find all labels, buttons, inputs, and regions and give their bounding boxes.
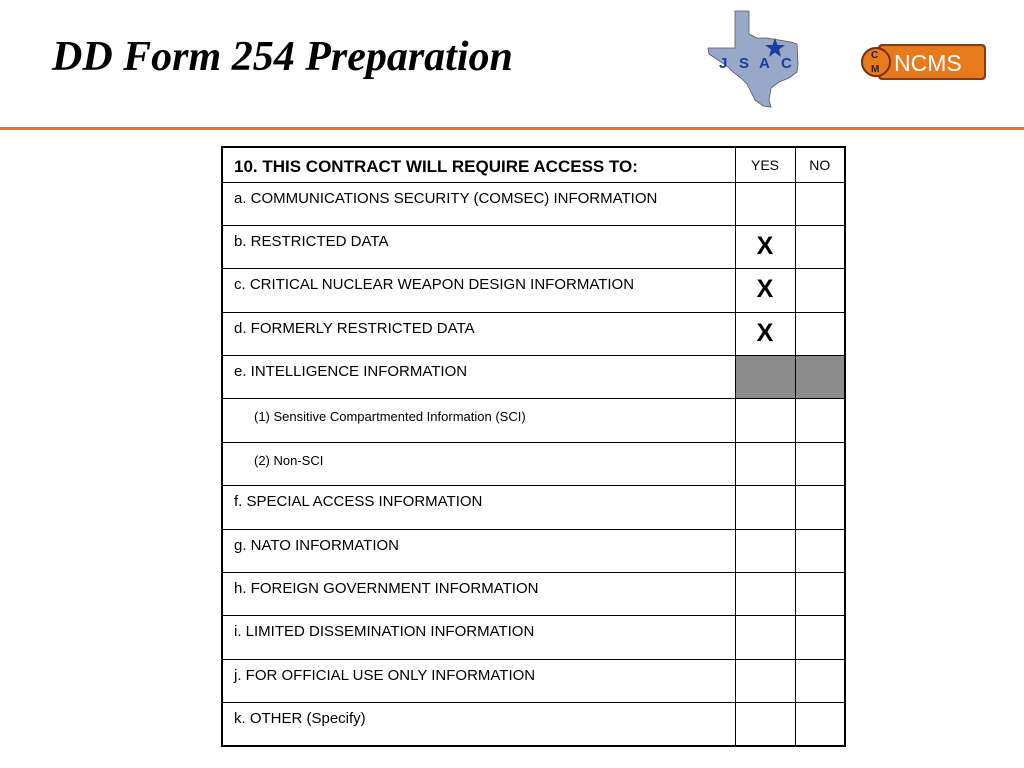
- ncms-wordmark: NCMS: [894, 50, 962, 76]
- table-row: [222, 529, 845, 572]
- table-row: [222, 312, 845, 355]
- table-row: [222, 442, 845, 485]
- yes-checkbox-cell[interactable]: [735, 616, 795, 659]
- yes-checkbox-cell[interactable]: [735, 529, 795, 572]
- no-mark: [796, 356, 845, 362]
- no-mark: [796, 399, 845, 405]
- yes-mark: [736, 183, 795, 189]
- row-label: c. CRITICAL NUCLEAR WEAPON DESIGN INFORMATION: [222, 269, 735, 312]
- table-row: [222, 573, 845, 616]
- table-row: [222, 269, 845, 312]
- yes-mark: X: [756, 231, 774, 260]
- row-label: a. COMMUNICATIONS SECURITY (COMSEC) INFORMATION: [222, 182, 735, 225]
- row-label: e. INTELLIGENCE INFORMATION: [222, 356, 735, 399]
- no-mark: [796, 269, 845, 275]
- ncms-letter: C: [871, 50, 879, 61]
- table-row: [222, 182, 845, 225]
- table-row: [222, 616, 845, 659]
- yes-mark: [736, 530, 795, 536]
- table-row: [222, 703, 845, 746]
- row-label: k. OTHER (Specify): [222, 703, 735, 746]
- yes-checkbox-cell[interactable]: [735, 573, 795, 616]
- no-mark: [796, 443, 845, 449]
- yes-mark: X: [756, 318, 774, 347]
- yes-mark: [736, 660, 795, 666]
- table-header-row: [222, 147, 845, 182]
- yes-mark: [736, 356, 795, 362]
- row-label: (2) Non-SCI: [222, 442, 735, 485]
- no-checkbox-cell[interactable]: [795, 399, 845, 442]
- jsac-letter: S: [739, 55, 750, 72]
- no-checkbox-cell[interactable]: [795, 573, 845, 616]
- no-mark: [796, 573, 845, 579]
- divider-rule: [0, 127, 1024, 130]
- yes-mark: [736, 616, 795, 622]
- table-row: [222, 659, 845, 702]
- yes-mark: X: [756, 275, 774, 304]
- yes-checkbox-cell[interactable]: [735, 659, 795, 702]
- yes-column-header: YES: [735, 147, 795, 182]
- table-row: [222, 399, 845, 442]
- no-mark: [796, 616, 845, 622]
- no-checkbox-cell[interactable]: [795, 703, 845, 746]
- yes-mark: [736, 573, 795, 579]
- no-checkbox-cell[interactable]: [795, 182, 845, 225]
- no-mark: [796, 530, 845, 536]
- no-column-header: NO: [795, 147, 845, 182]
- no-checkbox-cell: [795, 356, 845, 399]
- section-heading: 10. THIS CONTRACT WILL REQUIRE ACCESS TO:: [222, 147, 735, 182]
- row-label: j. FOR OFFICIAL USE ONLY INFORMATION: [222, 659, 735, 702]
- page-title: DD Form 254 Preparation: [52, 34, 513, 80]
- jsac-logo: [705, 8, 805, 108]
- row-label: d. FORMERLY RESTRICTED DATA: [222, 312, 735, 355]
- row-label: g. NATO INFORMATION: [222, 529, 735, 572]
- no-checkbox-cell[interactable]: [795, 616, 845, 659]
- yes-checkbox-cell[interactable]: [735, 269, 795, 312]
- yes-checkbox-cell[interactable]: [735, 703, 795, 746]
- yes-checkbox-cell[interactable]: [735, 182, 795, 225]
- no-checkbox-cell[interactable]: [795, 312, 845, 355]
- yes-mark: [736, 703, 795, 709]
- no-mark: [796, 183, 845, 189]
- yes-checkbox-cell[interactable]: [735, 486, 795, 529]
- jsac-letter: A: [759, 55, 770, 72]
- no-checkbox-cell[interactable]: [795, 529, 845, 572]
- no-mark: [796, 226, 845, 232]
- row-label: f. SPECIAL ACCESS INFORMATION: [222, 486, 735, 529]
- jsac-letter: C: [781, 55, 792, 72]
- yes-mark: [736, 443, 795, 449]
- jsac-letter: J: [719, 55, 728, 72]
- no-checkbox-cell[interactable]: [795, 659, 845, 702]
- row-label: i. LIMITED DISSEMINATION INFORMATION: [222, 616, 735, 659]
- no-mark: [796, 313, 845, 319]
- ncms-logo: [860, 38, 990, 88]
- table-row: [222, 225, 845, 268]
- no-mark: [796, 486, 845, 492]
- access-requirements-table: [221, 146, 846, 747]
- no-checkbox-cell[interactable]: [795, 225, 845, 268]
- row-label: (1) Sensitive Compartmented Information (SCI): [222, 399, 735, 442]
- table-row: [222, 486, 845, 529]
- row-label: b. RESTRICTED DATA: [222, 225, 735, 268]
- no-checkbox-cell[interactable]: [795, 269, 845, 312]
- row-label: h. FOREIGN GOVERNMENT INFORMATION: [222, 573, 735, 616]
- yes-checkbox-cell: [735, 356, 795, 399]
- yes-mark: [736, 486, 795, 492]
- ncms-letter: M: [871, 64, 880, 75]
- table-row: [222, 356, 845, 399]
- yes-checkbox-cell[interactable]: [735, 399, 795, 442]
- no-mark: [796, 660, 845, 666]
- no-checkbox-cell[interactable]: [795, 442, 845, 485]
- no-mark: [796, 703, 845, 709]
- no-checkbox-cell[interactable]: [795, 486, 845, 529]
- yes-checkbox-cell[interactable]: [735, 225, 795, 268]
- yes-checkbox-cell[interactable]: [735, 312, 795, 355]
- yes-mark: [736, 399, 795, 405]
- yes-checkbox-cell[interactable]: [735, 442, 795, 485]
